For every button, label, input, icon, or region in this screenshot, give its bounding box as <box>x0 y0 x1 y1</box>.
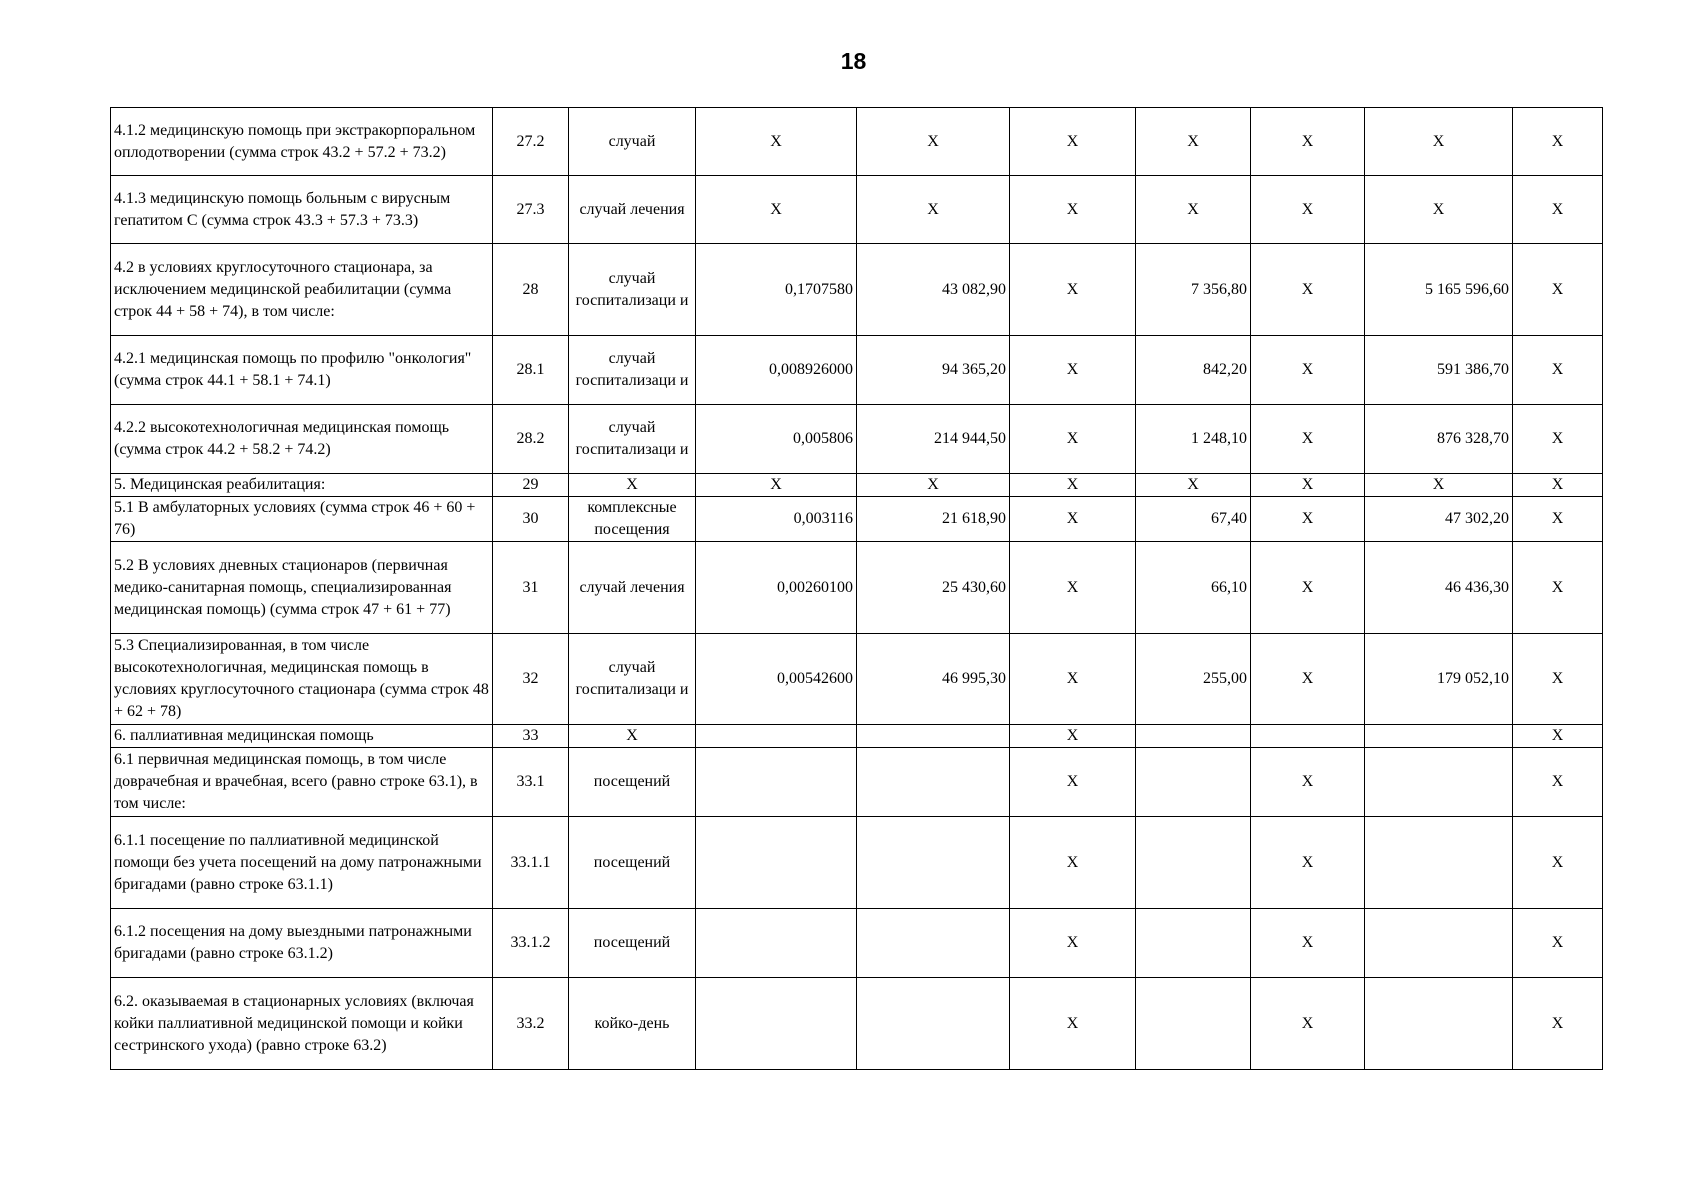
table-row <box>111 108 1603 176</box>
row-unit: случай госпитализаци и <box>569 634 696 725</box>
cell-c2 <box>857 909 1010 978</box>
row-name: 4.2.2 высокотехнологичная медицинская помощь (сумма строк 44.2 + 58.2 + 74.2) <box>111 405 493 474</box>
row-code: 28.2 <box>493 405 569 474</box>
cell-c6 <box>1365 817 1513 909</box>
cell-c4: 7 356,80 <box>1136 244 1251 336</box>
row-name: 6.2. оказываемая в стационарных условиях (включая койки паллиативной медицинской помощи и койки сестринского ухода) (равно строке 63.2) <box>111 978 493 1070</box>
cell-c4 <box>1136 817 1251 909</box>
row-name: 5.2 В условиях дневных стационаров (первичная медико-санитарная помощь, специализированная медицинская помощь) (сумма строк 47 + 61 + 77) <box>111 542 493 634</box>
cell-c3: X <box>1010 176 1136 244</box>
cell-c5: X <box>1251 244 1365 336</box>
cell-c4 <box>1136 909 1251 978</box>
row-unit: случай госпитализаци и <box>569 244 696 336</box>
row-code: 33 <box>493 725 569 748</box>
cell-c7: X <box>1513 474 1603 497</box>
cell-c6: 5 165 596,60 <box>1365 244 1513 336</box>
cell-c6: X <box>1365 176 1513 244</box>
cell-c3: X <box>1010 497 1136 542</box>
cell-c2 <box>857 817 1010 909</box>
cell-c5: X <box>1251 542 1365 634</box>
cell-c3: X <box>1010 542 1136 634</box>
cell-c1: 0,1707580 <box>696 244 857 336</box>
table-row <box>111 978 1603 1070</box>
data-table <box>110 107 1603 1070</box>
cell-c3: X <box>1010 725 1136 748</box>
row-unit: посещений <box>569 909 696 978</box>
cell-c7: X <box>1513 725 1603 748</box>
row-code: 33.1 <box>493 748 569 817</box>
cell-c2: 25 430,60 <box>857 542 1010 634</box>
cell-c1 <box>696 978 857 1070</box>
cell-c1: X <box>696 176 857 244</box>
cell-c4: 66,10 <box>1136 542 1251 634</box>
row-unit: посещений <box>569 817 696 909</box>
cell-c6: 179 052,10 <box>1365 634 1513 725</box>
cell-c5: X <box>1251 978 1365 1070</box>
row-unit: случай лечения <box>569 176 696 244</box>
cell-c4: 67,40 <box>1136 497 1251 542</box>
cell-c5: X <box>1251 176 1365 244</box>
table-row <box>111 909 1603 978</box>
cell-c1: 0,003116 <box>696 497 857 542</box>
table-row <box>111 336 1603 405</box>
cell-c2: X <box>857 474 1010 497</box>
cell-c1 <box>696 748 857 817</box>
cell-c2: 46 995,30 <box>857 634 1010 725</box>
row-code: 29 <box>493 474 569 497</box>
cell-c4 <box>1136 725 1251 748</box>
row-code: 27.3 <box>493 176 569 244</box>
cell-c2: X <box>857 176 1010 244</box>
row-unit: койко-день <box>569 978 696 1070</box>
row-unit: случай госпитализаци и <box>569 336 696 405</box>
cell-c7: X <box>1513 817 1603 909</box>
row-code: 33.2 <box>493 978 569 1070</box>
cell-c5: X <box>1251 817 1365 909</box>
cell-c1: 0,00542600 <box>696 634 857 725</box>
table-row <box>111 176 1603 244</box>
cell-c3: X <box>1010 909 1136 978</box>
cell-c2 <box>857 978 1010 1070</box>
cell-c3: X <box>1010 244 1136 336</box>
cell-c4: 255,00 <box>1136 634 1251 725</box>
cell-c4: 1 248,10 <box>1136 405 1251 474</box>
table-row <box>111 405 1603 474</box>
page-number: 18 <box>840 48 867 74</box>
table-row <box>111 817 1603 909</box>
cell-c4: 842,20 <box>1136 336 1251 405</box>
table-row <box>111 542 1603 634</box>
row-name: 4.2 в условиях круглосуточного стационара, за исключением медицинской реабилитации (сумма строк 44 + 58 + 74), в том числе: <box>111 244 493 336</box>
cell-c3: X <box>1010 336 1136 405</box>
cell-c6 <box>1365 909 1513 978</box>
row-name: 6.1.2 посещения на дому выездными патронажными бригадами (равно строке 63.1.2) <box>111 909 493 978</box>
cell-c7: X <box>1513 978 1603 1070</box>
cell-c1: 0,005806 <box>696 405 857 474</box>
row-name: 4.2.1 медицинская помощь по профилю "онкология" (сумма строк 44.1 + 58.1 + 74.1) <box>111 336 493 405</box>
cell-c1 <box>696 909 857 978</box>
cell-c3: X <box>1010 748 1136 817</box>
cell-c3: X <box>1010 108 1136 176</box>
row-name: 4.1.2 медицинскую помощь при экстракорпоральном оплодотворении (сумма строк 43.2 + 57.2 + 73.2) <box>111 108 493 176</box>
row-name: 6.1 первичная медицинская помощь, в том числе доврачебная и врачебная, всего (равно строке 63.1), в том числе: <box>111 748 493 817</box>
cell-c7: X <box>1513 542 1603 634</box>
cell-c6 <box>1365 725 1513 748</box>
cell-c5 <box>1251 725 1365 748</box>
cell-c4: X <box>1136 474 1251 497</box>
row-code: 33.1.2 <box>493 909 569 978</box>
cell-c7: X <box>1513 909 1603 978</box>
row-unit: случай <box>569 108 696 176</box>
table-row <box>111 634 1603 725</box>
row-code: 33.1.1 <box>493 817 569 909</box>
cell-c3: X <box>1010 634 1136 725</box>
row-name: 5.1 В амбулаторных условиях (сумма строк 46 + 60 + 76) <box>111 497 493 542</box>
cell-c1: X <box>696 108 857 176</box>
cell-c7: X <box>1513 336 1603 405</box>
cell-c2: X <box>857 108 1010 176</box>
cell-c5: X <box>1251 108 1365 176</box>
row-name: 5.3 Специализированная, в том числе высокотехнологичная, медицинская помощь в условиях круглосуточного стационара (сумма строк 48 + 62 + 78) <box>111 634 493 725</box>
cell-c7: X <box>1513 176 1603 244</box>
cell-c6: X <box>1365 108 1513 176</box>
cell-c6: 876 328,70 <box>1365 405 1513 474</box>
row-code: 27.2 <box>493 108 569 176</box>
cell-c4: X <box>1136 108 1251 176</box>
cell-c6 <box>1365 748 1513 817</box>
cell-c3: X <box>1010 817 1136 909</box>
cell-c1: 0,008926000 <box>696 336 857 405</box>
cell-c7: X <box>1513 108 1603 176</box>
table-row <box>111 725 1603 748</box>
cell-c4 <box>1136 978 1251 1070</box>
cell-c5: X <box>1251 497 1365 542</box>
row-unit: комплексные посещения <box>569 497 696 542</box>
cell-c2: 21 618,90 <box>857 497 1010 542</box>
table-row <box>111 497 1603 542</box>
cell-c4: X <box>1136 176 1251 244</box>
table-row <box>111 748 1603 817</box>
row-unit: X <box>569 725 696 748</box>
cell-c1 <box>696 817 857 909</box>
cell-c2 <box>857 725 1010 748</box>
cell-c2: 94 365,20 <box>857 336 1010 405</box>
row-code: 28 <box>493 244 569 336</box>
table-row <box>111 474 1603 497</box>
table-row <box>111 244 1603 336</box>
cell-c3: X <box>1010 978 1136 1070</box>
cell-c2 <box>857 748 1010 817</box>
cell-c2: 43 082,90 <box>857 244 1010 336</box>
cell-c5: X <box>1251 405 1365 474</box>
cell-c4 <box>1136 748 1251 817</box>
row-unit: посещений <box>569 748 696 817</box>
cell-c5: X <box>1251 336 1365 405</box>
cell-c7: X <box>1513 634 1603 725</box>
cell-c5: X <box>1251 909 1365 978</box>
row-unit: случай госпитализаци и <box>569 405 696 474</box>
cell-c7: X <box>1513 405 1603 474</box>
cell-c1 <box>696 725 857 748</box>
cell-c1: X <box>696 474 857 497</box>
cell-c7: X <box>1513 244 1603 336</box>
cell-c6: X <box>1365 474 1513 497</box>
cell-c2: 214 944,50 <box>857 405 1010 474</box>
row-name: 6. паллиативная медицинская помощь <box>111 725 493 748</box>
cell-c3: X <box>1010 474 1136 497</box>
cell-c6 <box>1365 978 1513 1070</box>
row-code: 30 <box>493 497 569 542</box>
row-code: 31 <box>493 542 569 634</box>
cell-c1: 0,00260100 <box>696 542 857 634</box>
cell-c6: 47 302,20 <box>1365 497 1513 542</box>
cell-c7: X <box>1513 748 1603 817</box>
cell-c6: 46 436,30 <box>1365 542 1513 634</box>
row-unit: случай лечения <box>569 542 696 634</box>
row-code: 28.1 <box>493 336 569 405</box>
cell-c5: X <box>1251 634 1365 725</box>
cell-c6: 591 386,70 <box>1365 336 1513 405</box>
row-unit: X <box>569 474 696 497</box>
row-code: 32 <box>493 634 569 725</box>
cell-c3: X <box>1010 405 1136 474</box>
row-name: 6.1.1 посещение по паллиативной медицинской помощи без учета посещений на дому патронажными бригадами (равно строке 63.1.1) <box>111 817 493 909</box>
row-name: 5. Медицинская реабилитация: <box>111 474 493 497</box>
cell-c7: X <box>1513 497 1603 542</box>
cell-c5: X <box>1251 748 1365 817</box>
cell-c5: X <box>1251 474 1365 497</box>
row-name: 4.1.3 медицинскую помощь больным с вирусным гепатитом С (сумма строк 43.3 + 57.3 + 73.3) <box>111 176 493 244</box>
